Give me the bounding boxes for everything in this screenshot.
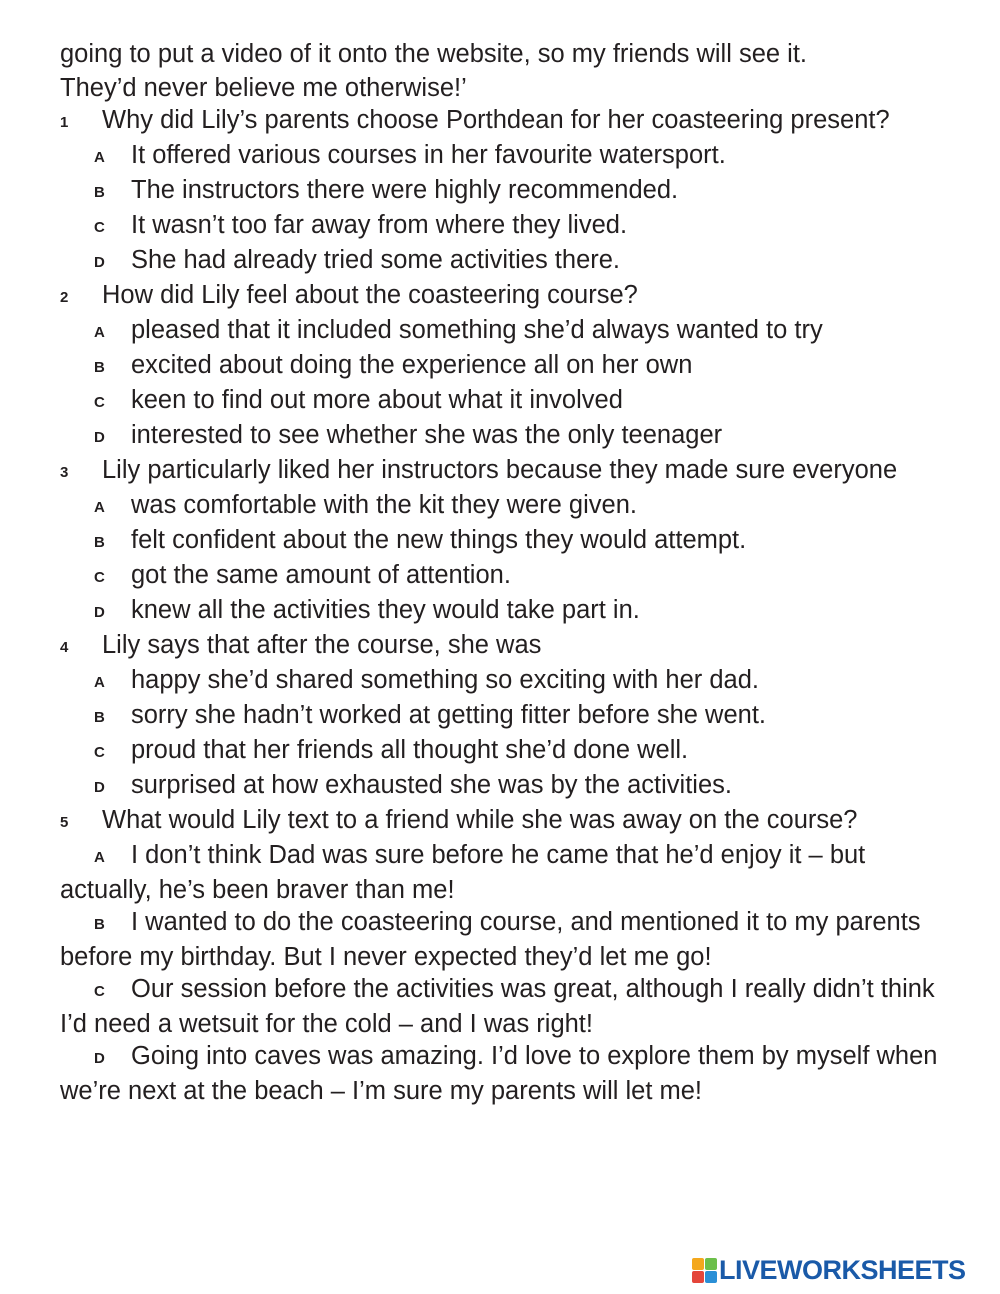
question-text: Why did Lily’s parents choose Porthdean for her coasteering present? bbox=[102, 106, 890, 134]
option-text: happy she’d shared something so exciting with her dad. bbox=[131, 666, 759, 694]
option-4a[interactable] bbox=[94, 664, 960, 699]
option-text: proud that her friends all thought she’d done well. bbox=[131, 736, 689, 764]
option-letter: B bbox=[94, 534, 105, 551]
question-number: 4 bbox=[60, 639, 69, 656]
question-block-3 bbox=[60, 454, 960, 629]
option-1d[interactable] bbox=[94, 244, 960, 279]
option-2c[interactable] bbox=[94, 384, 960, 419]
question-3 bbox=[60, 454, 960, 489]
option-text: felt confident about the new things they would attempt. bbox=[131, 526, 747, 554]
option-text: keen to find out more about what it involved bbox=[131, 386, 623, 414]
option-text: The instructors there were highly recommended. bbox=[131, 176, 679, 204]
option-letter: C bbox=[94, 219, 105, 236]
option-2a[interactable] bbox=[94, 314, 960, 349]
question-text: What would Lily text to a friend while she was away on the course? bbox=[102, 806, 858, 834]
question-1 bbox=[60, 104, 960, 139]
question-number: 5 bbox=[60, 814, 69, 831]
option-text: interested to see whether she was the only teenager bbox=[131, 421, 723, 449]
intro-line-1: going to put a video of it onto the website, so my friends will see it. bbox=[60, 40, 807, 68]
option-1c[interactable] bbox=[94, 209, 960, 244]
question-text: How did Lily feel about the coasteering course? bbox=[102, 281, 638, 309]
option-5c[interactable] bbox=[60, 973, 960, 1040]
option-3d[interactable] bbox=[94, 594, 960, 629]
option-text: excited about doing the experience all on her own bbox=[131, 351, 693, 379]
option-letter: C bbox=[94, 744, 105, 761]
option-text: It wasn’t too far away from where they lived. bbox=[131, 211, 628, 239]
question-text: Lily says that after the course, she was bbox=[102, 631, 542, 659]
worksheet-page bbox=[60, 38, 960, 1107]
option-letter: C bbox=[94, 569, 105, 586]
option-letter: D bbox=[94, 429, 105, 446]
option-letter: C bbox=[94, 983, 105, 1000]
question-5 bbox=[60, 804, 960, 839]
option-4c[interactable] bbox=[94, 734, 960, 769]
option-text: She had already tried some activities there. bbox=[131, 246, 621, 274]
option-5b[interactable] bbox=[60, 906, 960, 973]
option-letter: D bbox=[94, 254, 105, 271]
logo-square-4 bbox=[705, 1271, 717, 1283]
option-letter: D bbox=[94, 779, 105, 796]
logo-square-2 bbox=[705, 1258, 717, 1270]
option-letter: B bbox=[94, 359, 105, 376]
intro-line-2: They’d never believe me otherwise!’ bbox=[60, 74, 467, 102]
option-text: Our session before the activities was great, although I really didn’t think I’d need a wetsuit for the cold – and I was right! bbox=[60, 975, 935, 1038]
question-number: 3 bbox=[60, 464, 69, 481]
option-4b[interactable] bbox=[94, 699, 960, 734]
question-text: Lily particularly liked her instructors because they made sure everyone bbox=[102, 456, 898, 484]
option-5d[interactable] bbox=[60, 1040, 960, 1107]
question-block-4 bbox=[60, 629, 960, 804]
option-text: It offered various courses in her favourite watersport. bbox=[131, 141, 726, 169]
option-3b[interactable] bbox=[94, 524, 960, 559]
logo-text: LIVEWORKSHEETS bbox=[719, 1254, 966, 1285]
option-text: pleased that it included something she’d always wanted to try bbox=[131, 316, 823, 344]
question-block-5 bbox=[60, 804, 960, 1107]
option-3c[interactable] bbox=[94, 559, 960, 594]
option-1b[interactable] bbox=[94, 174, 960, 209]
question-block-2 bbox=[60, 279, 960, 454]
option-5a[interactable] bbox=[60, 839, 960, 906]
option-letter: A bbox=[94, 499, 105, 516]
option-letter: D bbox=[94, 1050, 105, 1067]
option-text: I wanted to do the coasteering course, and mentioned it to my parents before my birthday. But I never expected they’d let me go! bbox=[60, 908, 921, 971]
option-text: got the same amount of attention. bbox=[131, 561, 511, 589]
option-2d[interactable] bbox=[94, 419, 960, 454]
option-1a[interactable] bbox=[94, 139, 960, 174]
liveworksheets-logo bbox=[692, 1255, 966, 1285]
question-number: 2 bbox=[60, 289, 69, 306]
option-letter: B bbox=[94, 709, 105, 726]
option-text: Going into caves was amazing. I’d love to explore them by myself when we’re next at the beach – I’m sure my parents will let me! bbox=[60, 1042, 938, 1105]
question-2 bbox=[60, 279, 960, 314]
liveworksheets-logo-icon bbox=[692, 1258, 717, 1283]
option-letter: A bbox=[94, 324, 105, 341]
question-4 bbox=[60, 629, 960, 664]
option-text: surprised at how exhausted she was by the activities. bbox=[131, 771, 732, 799]
question-number: 1 bbox=[60, 114, 69, 131]
option-4d[interactable] bbox=[94, 769, 960, 804]
option-letter: B bbox=[94, 184, 105, 201]
option-3a[interactable] bbox=[94, 489, 960, 524]
logo-square-3 bbox=[692, 1271, 704, 1283]
option-text: I don’t think Dad was sure before he came that he’d enjoy it – but actually, he’s been braver than me! bbox=[60, 841, 866, 904]
option-text: was comfortable with the kit they were given. bbox=[131, 491, 637, 519]
option-text: sorry she hadn’t worked at getting fitter before she went. bbox=[131, 701, 767, 729]
logo-square-1 bbox=[692, 1258, 704, 1270]
option-2b[interactable] bbox=[94, 349, 960, 384]
option-letter: C bbox=[94, 394, 105, 411]
question-block-1 bbox=[60, 104, 960, 279]
option-letter: A bbox=[94, 674, 105, 691]
option-letter: B bbox=[94, 916, 105, 933]
option-letter: A bbox=[94, 149, 105, 166]
option-letter: D bbox=[94, 604, 105, 621]
option-text: knew all the activities they would take part in. bbox=[131, 596, 640, 624]
option-letter: A bbox=[94, 849, 105, 866]
